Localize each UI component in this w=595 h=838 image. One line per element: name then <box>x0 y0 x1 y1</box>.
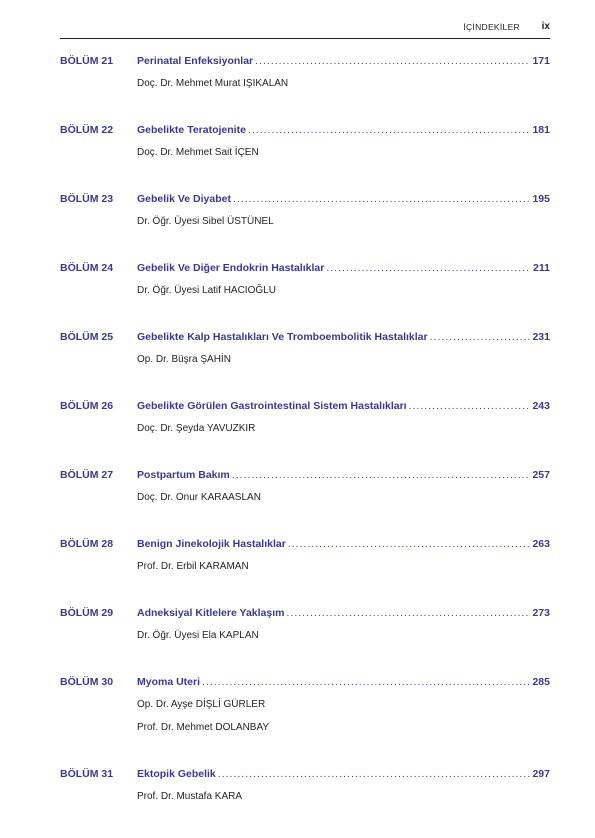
chapter-label: BÖLÜM 25 <box>60 331 114 343</box>
toc-entry <box>60 763 550 809</box>
chapter-label: BÖLÜM 26 <box>60 400 114 412</box>
chapter-label: BÖLÜM 24 <box>60 262 114 274</box>
chapter-label: BÖLÜM 23 <box>60 193 114 205</box>
chapter-label: BÖLÜM 31 <box>60 768 114 780</box>
chapter-page-number: 257 <box>532 469 550 481</box>
chapter-author: Dr. Öğr. Üyesi Ela KAPLAN <box>137 630 259 641</box>
dot-leader <box>202 671 530 693</box>
chapter-title-link[interactable]: Gebelikte Görülen Gastrointestinal Sistem Hastalıkları <box>137 400 407 412</box>
toc-entry <box>60 464 550 533</box>
chapter-author: Doç. Dr. Mehmet Murat IŞIKALAN <box>137 78 289 89</box>
chapter-author: Prof. Dr. Mustafa KARA <box>137 791 243 802</box>
chapter-author: Prof. Dr. Mehmet DOLANBAY <box>137 722 270 733</box>
dot-leader <box>255 50 530 72</box>
header-title: İÇİNDEKİLER <box>463 22 520 32</box>
chapter-author: Doç. Dr. Onur KARAASLAN <box>137 492 261 503</box>
chapter-page-number: 285 <box>532 676 550 688</box>
dot-leader <box>248 119 531 141</box>
chapter-author: Dr. Öğr. Üyesi Sibel ÜSTÜNEL <box>137 216 274 227</box>
chapter-title-link[interactable]: Perinatal Enfeksiyonlar <box>137 55 254 67</box>
chapter-title-link[interactable]: Gebelik Ve Diğer Endokrin Hastalıklar <box>137 262 325 274</box>
toc-entry <box>60 395 550 464</box>
chapter-page-number: 273 <box>532 607 550 619</box>
chapter-author: Dr. Öğr. Üyesi Latif HACIOĞLU <box>137 285 276 296</box>
chapter-author: Op. Dr. Büşra ŞAHİN <box>137 354 231 365</box>
chapter-page-number: 171 <box>532 55 550 67</box>
chapter-page-number: 181 <box>532 124 550 136</box>
header-page-number: ix <box>541 21 550 32</box>
toc-entry <box>60 188 550 257</box>
chapter-title-link[interactable]: Myoma Uteri <box>137 676 201 688</box>
toc-entry <box>60 671 550 763</box>
dot-leader <box>218 763 531 785</box>
chapter-page-number: 263 <box>532 538 550 550</box>
chapter-author: Doç. Dr. Şeyda YAVUZKIR <box>137 423 256 434</box>
dot-leader <box>288 533 531 555</box>
chapter-label: BÖLÜM 21 <box>60 55 114 67</box>
chapter-title-link[interactable]: Postpartum Bakım <box>137 469 230 481</box>
chapter-title-link[interactable]: Gebelikte Kalp Hastalıkları Ve Tromboembolitik Hastalıklar <box>137 331 428 343</box>
chapter-author: Prof. Dr. Erbil KARAMAN <box>137 561 249 572</box>
chapter-title-link[interactable]: Benign Jinekolojik Hastalıklar <box>137 538 286 550</box>
toc-entry <box>60 119 550 188</box>
chapter-label: BÖLÜM 27 <box>60 469 114 481</box>
dot-leader <box>233 188 531 210</box>
chapter-author: Doç. Dr. Mehmet Sait İÇEN <box>137 147 259 158</box>
toc-entry <box>60 326 550 395</box>
toc-entry <box>60 257 550 326</box>
toc-entry <box>60 602 550 671</box>
dot-leader <box>430 326 531 348</box>
dot-leader <box>232 464 531 486</box>
page-header <box>60 18 550 39</box>
table-of-contents <box>60 50 550 809</box>
chapter-page-number: 243 <box>532 400 550 412</box>
chapter-label: BÖLÜM 30 <box>60 676 114 688</box>
chapter-page-number: 195 <box>532 193 550 205</box>
chapter-page-number: 297 <box>532 768 550 780</box>
dot-leader <box>326 257 531 279</box>
chapter-author: Op. Dr. Ayşe DİŞLİ GÜRLER <box>137 699 266 710</box>
chapter-label: BÖLÜM 28 <box>60 538 114 550</box>
chapter-title-link[interactable]: Gebelikte Teratojenite <box>137 124 246 136</box>
chapter-title-link[interactable]: Gebelik Ve Diyabet <box>137 193 231 205</box>
chapter-title-link[interactable]: Ektopik Gebelik <box>137 768 216 780</box>
chapter-label: BÖLÜM 29 <box>60 607 114 619</box>
chapter-label: BÖLÜM 22 <box>60 124 114 136</box>
chapter-title-link[interactable]: Adneksiyal Kitlelere Yaklaşım <box>137 607 285 619</box>
chapter-page-number: 231 <box>532 331 550 343</box>
dot-leader <box>409 395 531 417</box>
toc-entry <box>60 533 550 602</box>
chapter-page-number: 211 <box>533 262 550 274</box>
dot-leader <box>286 602 530 624</box>
toc-entry <box>60 50 550 119</box>
